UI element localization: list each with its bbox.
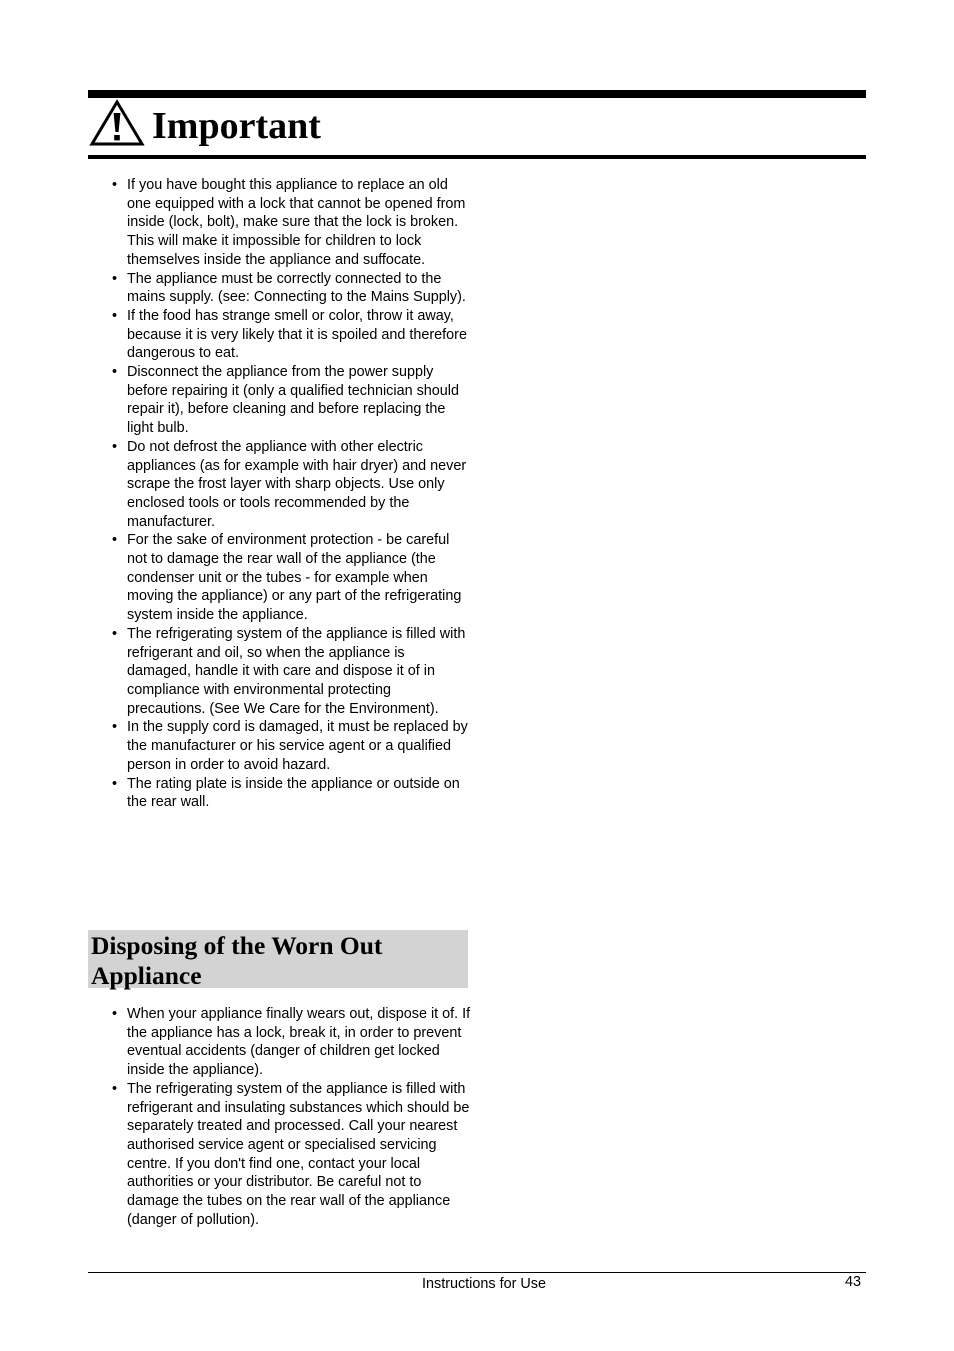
- section-title: Disposing of the Worn Out Appliance: [91, 931, 383, 990]
- header-top-rule: [88, 90, 866, 98]
- list-item: • The rating plate is inside the appliance or outside on the rear wall.: [112, 775, 472, 812]
- important-list: [112, 176, 472, 812]
- list-item: • When your appliance finally wears out, dispose it of. If the appliance has a lock, break it, in order to prevent eventual accidents (danger of children get locked inside the appliance).: [112, 1005, 472, 1080]
- list-item: • In the supply cord is damaged, it must be replaced by the manufacturer or his service agent or a qualified person in order to avoid hazard.: [112, 718, 472, 774]
- page-number: 43: [845, 1274, 862, 1290]
- list-item: • Do not defrost the appliance with other electric appliances (as for example with hair dryer) and never scrape the frost layer with sharp objects. Use only enclosed tools or tools recommended by the manufacturer.: [112, 438, 472, 532]
- disposing-section-header: [88, 930, 468, 988]
- footer-label: Instructions for Use: [422, 1276, 546, 1292]
- list-item: • Disconnect the appliance from the power supply before repairing it (only a qualified technician should repair it), before cleaning and before replacing the light bulb.: [112, 363, 472, 438]
- warning-triangle-icon: [89, 98, 145, 147]
- disposing-list: [112, 1005, 472, 1229]
- list-item: • If you have bought this appliance to replace an old one equipped with a lock that cannot be opened from inside (lock, bolt), make sure that the lock is broken. This will make it impossible for children to lock themselves inside the appliance and suffocate.: [112, 176, 472, 270]
- page-title: Important: [152, 105, 321, 147]
- list-item: • The refrigerating system of the appliance is filled with refrigerant and insulating substances which should be separately treated and processed. Call your nearest authorised service agent or specialised servicing centre. If you don't find one, contact your local authorities or your distributor. Be careful not to damage the tubes on the rear wall of the appliance (danger of pollution).: [112, 1080, 472, 1230]
- list-item: • The appliance must be correctly connected to the mains supply. (see: Connecting to the Mains Supply).: [112, 270, 472, 307]
- page-header: [88, 98, 866, 156]
- header-bottom-rule: [88, 155, 866, 159]
- list-item: • If the food has strange smell or color, throw it away, because it is very likely that it is spoiled and therefore dangerous to eat.: [112, 307, 472, 363]
- list-item: • The refrigerating system of the appliance is filled with refrigerant and oil, so when the appliance is damaged, handle it with care and dispose it of in compliance with environmental protecting precautions. (See We Care for the Environment).: [112, 625, 472, 719]
- footer-rule: [88, 1272, 866, 1273]
- list-item: • For the sake of environment protection - be careful not to damage the rear wall of the appliance (the condenser unit or the tubes - for example when moving the appliance) or any part of the refrigerating system inside the appliance.: [112, 531, 472, 625]
